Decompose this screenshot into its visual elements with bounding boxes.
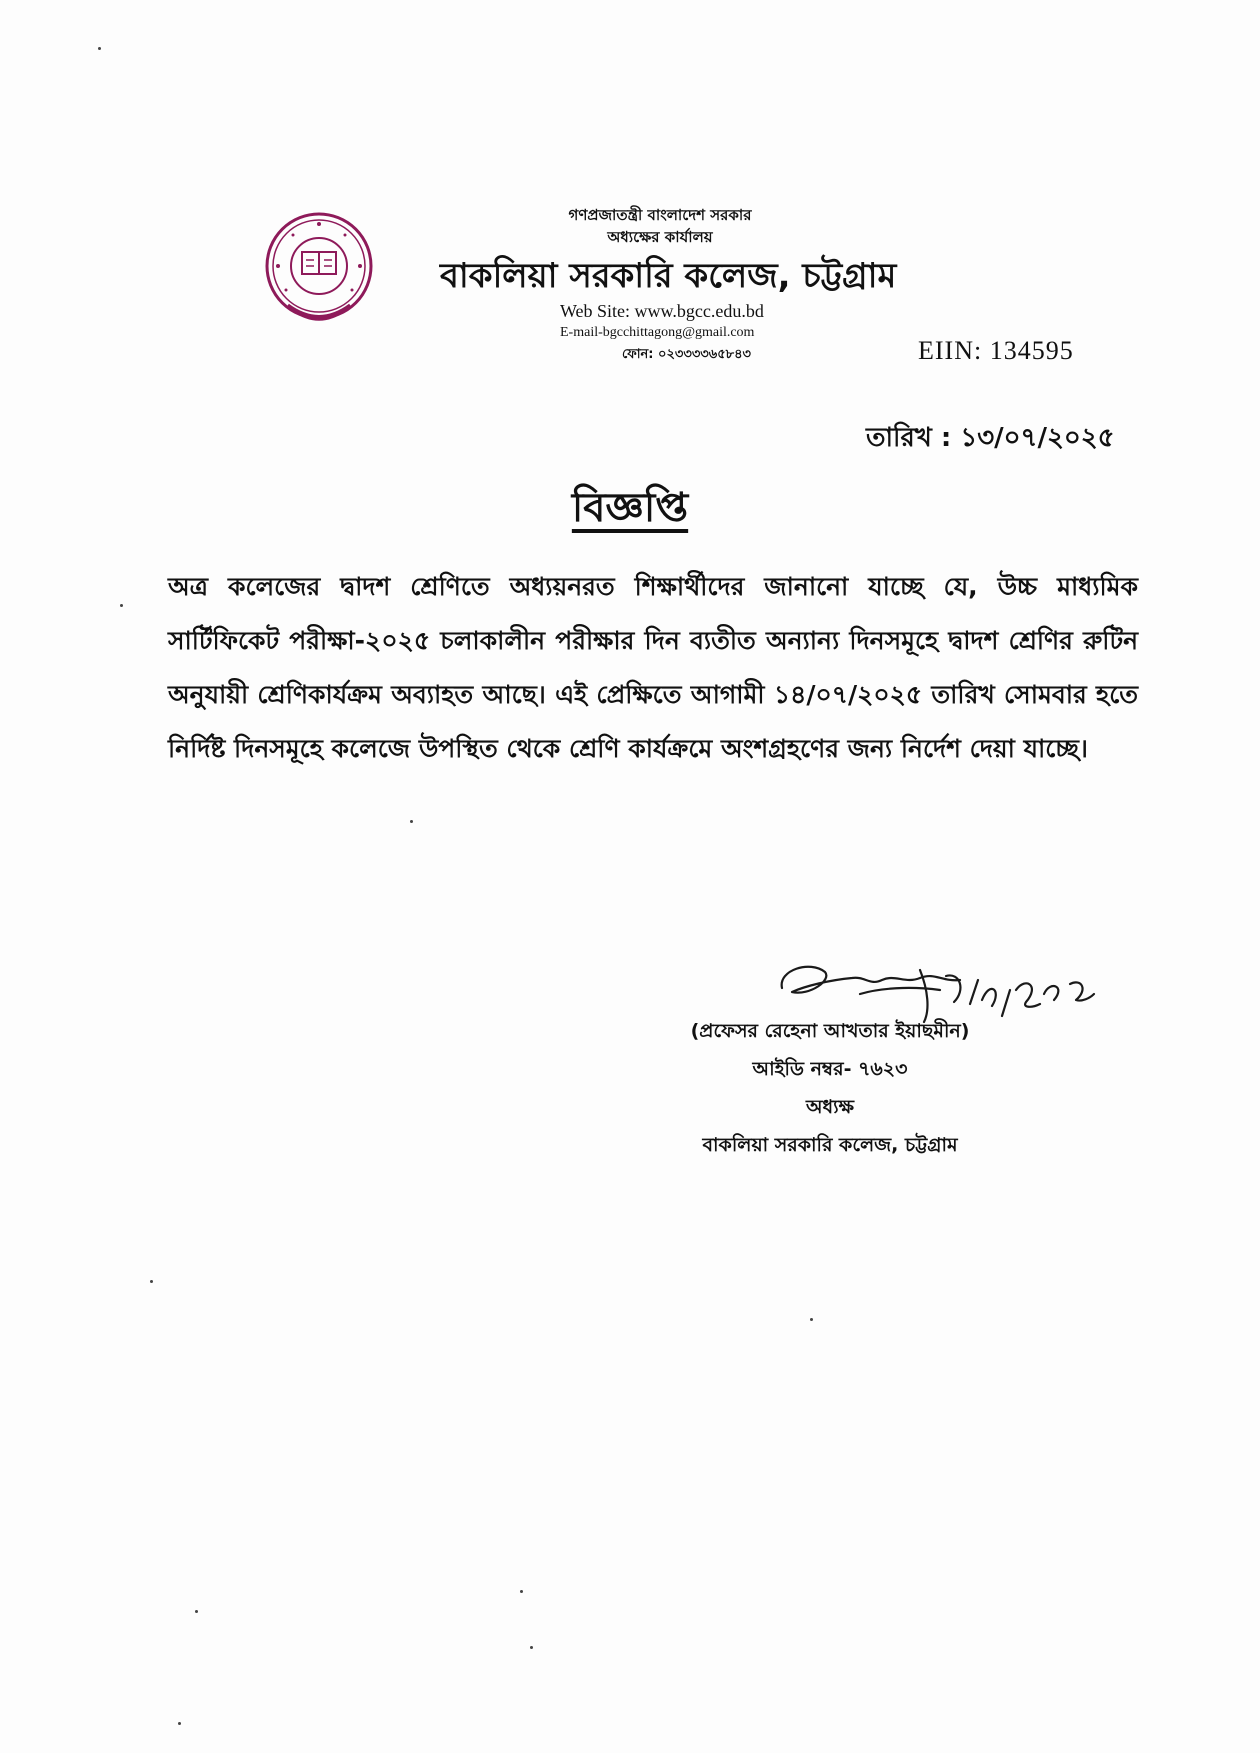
government-name: গণপ্রজাতন্ত্রী বাংলাদেশ সরকার [568,206,752,224]
letterhead [400,204,920,366]
office-name: অধ্যক্ষের কার্যালয় [607,228,713,246]
phone-line: ফোন: ০২৩৩৩৩৬৫৮৪৩ [622,347,751,362]
college-name: বাকলিয়া সরকারি কলেজ, চট্টগ্রাম [440,256,897,296]
notice-title: বিজ্ঞপ্তি [571,485,689,531]
signatory-name: (প্রফেসর রেহেনা আখতার ইয়াছমীন) [690,1020,970,1042]
eiin-number: EIIN: 134595 [918,336,1074,365]
notice-body: অত্র কলেজের দ্বাদশ শ্রেণিতে অধ্যয়নরত শিক্ষার্থীদের জানানো যাচ্ছে যে, উচ্চ মাধ্যমিক সার্টিফিকেট পরীক্ষা-২০২৫ চলাকালীন পরীক্ষার দিন ব্যতীত অন্যান্য দিনসমূহে দ্বাদশ শ্রেণির রুটিন অনুযায়ী শ্রেণিকার্যক্রম অব্যাহত আছে। এই প্রেক্ষিতে আগামী ১৪/০৭/২০২৫ তারিখ সোমবার হতে নির্দিষ্ট দিনসমূহে কলেজে উপস্থিত থেকে শ্রেণি কার্যক্রমে অংশগ্রহণের জন্য নির্দেশ দেয়া যাচ্ছে। [168,572,1138,763]
college-seal-logo [258,210,380,332]
signatory-designation: অধ্যক্ষ [805,1096,854,1118]
website-line: Web Site: www.bgcc.edu.bd [560,301,764,321]
signature-block [640,1012,1020,1164]
notice-date: তারিখ : ১৩/০৭/২০২৫ [866,423,1115,453]
email-line: E-mail-bgcchittagong@gmail.com [560,325,755,340]
signatory-id: আইডি নম্বর- ৭৬২৩ [752,1058,908,1080]
signatory-institution: বাকলিয়া সরকারি কলেজ, চট্টগ্রাম [702,1134,958,1156]
